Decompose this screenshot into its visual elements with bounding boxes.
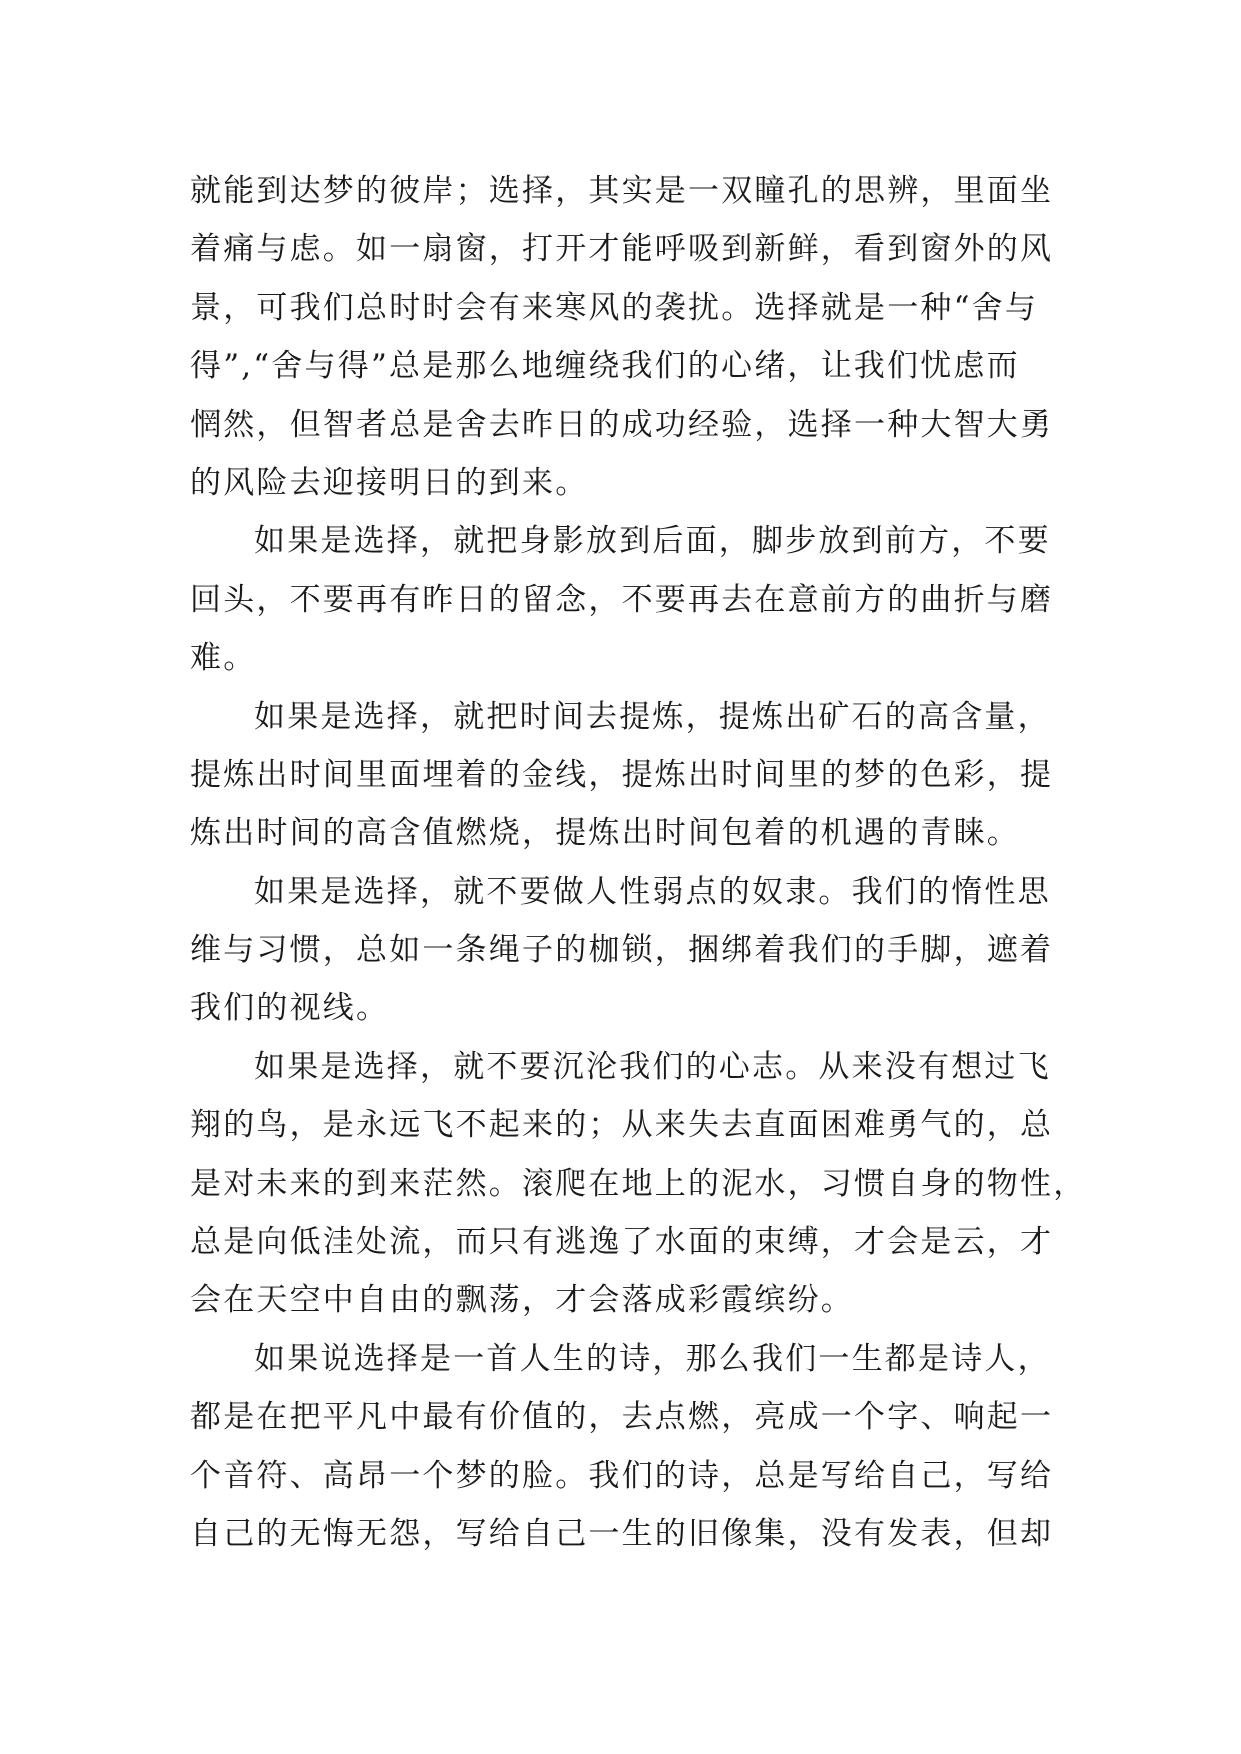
text-line: 如果说选择是一首人生的诗，那么我们一生都是诗人， bbox=[254, 1340, 1051, 1377]
text-line: 翔的鸟，是永远飞不起来的；从来失去直面困难勇气的，总 bbox=[190, 1107, 1054, 1144]
text-line: 难。 bbox=[190, 640, 257, 677]
text-line: 如果是选择，就不要做人性弱点的奴隶。我们的惰性思 bbox=[254, 873, 1051, 910]
text-line: 我们的视线。 bbox=[190, 990, 390, 1027]
text-line: 惘然，但智者总是舍去昨日的成功经验，选择一种大智大勇 bbox=[190, 406, 1054, 443]
text-line: 回头，不要再有昨日的留念，不要再去在意前方的曲折与磨 bbox=[190, 581, 1054, 618]
text-line: 炼出时间的高含值燃烧，提炼出时间包着的机遇的青睐。 bbox=[190, 815, 1020, 852]
body-text bbox=[190, 162, 1087, 1563]
text-line: 总是向低洼处流，而只有逃逸了水面的束缚，才会是云，才 bbox=[190, 1224, 1054, 1261]
text-line: 提炼出时间里面埋着的金线，提炼出时间里的梦的色彩，提 bbox=[190, 756, 1054, 793]
text-line: 会在天空中自由的飘荡，才会落成彩霞缤纷。 bbox=[190, 1282, 854, 1319]
text-line: 着痛与虑。如一扇窗，打开才能呼吸到新鲜，看到窗外的风 bbox=[190, 231, 1054, 268]
text-line: 自己的无悔无怨，写给自己一生的旧像集，没有发表，但却 bbox=[190, 1515, 1054, 1552]
text-line: 的风险去迎接明日的到来。 bbox=[190, 464, 589, 501]
text-line: 得”,“舍与得”总是那么地缠绕我们的心绪，让我们忧虑而 bbox=[190, 348, 1020, 385]
text-line: 景，可我们总时时会有来寒风的袭扰。选择就是一种“舍与 bbox=[190, 289, 1039, 326]
text-line: 如果是选择，就把时间去提炼，提炼出矿石的高含量， bbox=[254, 698, 1051, 735]
text-line: 维与习惯，总如一条绳子的枷锁，捆绑着我们的手脚，遮着 bbox=[190, 932, 1054, 969]
text-line: 都是在把平凡中最有价值的，去点燃，亮成一个字、响起一 bbox=[190, 1399, 1054, 1436]
text-line: 如果是选择，就把身影放到后面，脚步放到前方，不要 bbox=[254, 523, 1051, 560]
text-line: 是对未来的到来茫然。滚爬在地上的泥水，习惯自身的物性， bbox=[190, 1165, 1087, 1202]
text-line: 个音符、高昂一个梦的脸。我们的诗，总是写给自己，写给 bbox=[190, 1457, 1054, 1494]
text-line: 就能到达梦的彼岸；选择，其实是一双瞳孔的思辨，里面坐 bbox=[190, 173, 1054, 209]
text-line: 如果是选择，就不要沉沦我们的心志。从来没有想过飞 bbox=[254, 1048, 1051, 1085]
